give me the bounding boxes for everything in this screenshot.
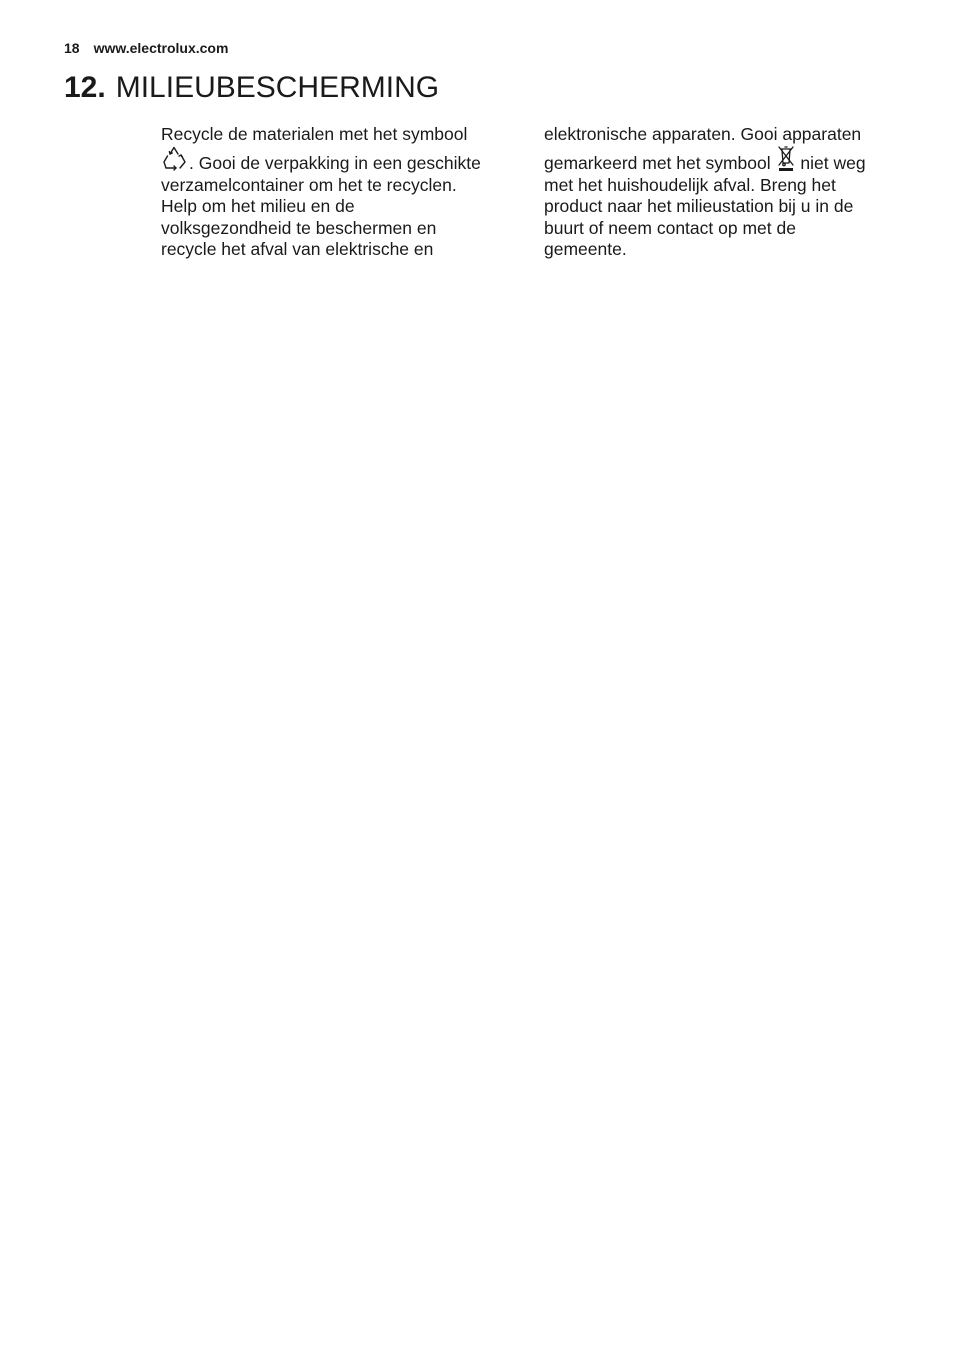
recycle-icon	[161, 144, 189, 181]
left-line-6: recycle het afval van elektrische en	[161, 239, 434, 259]
right-line-2	[544, 146, 904, 175]
left-line-3: verzamelcontainer om het te recyclen.	[161, 174, 457, 195]
left-line-5: volksgezondheid te beschermen en	[161, 217, 437, 238]
section-title	[64, 68, 439, 108]
left-line-2	[161, 146, 521, 175]
page-number: 18	[64, 40, 80, 56]
right-line-6: gemeente.	[544, 239, 627, 259]
right-line-2-text-end: niet weg	[800, 152, 866, 173]
section-title-text: MILIEUBESCHERMING	[115, 71, 440, 104]
left-line-4: Help om het milieu en de	[161, 196, 355, 216]
left-line-2-text: . Gooi de verpakking in een geschikte	[189, 152, 481, 173]
right-line-3: met het huishoudelijk afval. Breng het	[544, 174, 836, 195]
page-header	[64, 38, 228, 58]
website-url: www.electrolux.com	[93, 40, 229, 56]
right-line-2-text-start: gemarkeerd met het symbool	[544, 152, 771, 173]
right-line-5: buurt of neem contact op met de	[544, 217, 796, 238]
section-number: 12.	[64, 71, 106, 104]
crossed-out-wheelie-bin-icon	[776, 144, 796, 181]
left-text-column	[161, 124, 521, 261]
left-line-1: Recycle de materialen met het symbool	[161, 124, 468, 144]
right-line-1: elektronische apparaten. Gooi apparaten	[544, 124, 862, 144]
right-line-4: product naar het milieustation bij u in de	[544, 196, 854, 216]
right-text-column	[544, 124, 904, 261]
